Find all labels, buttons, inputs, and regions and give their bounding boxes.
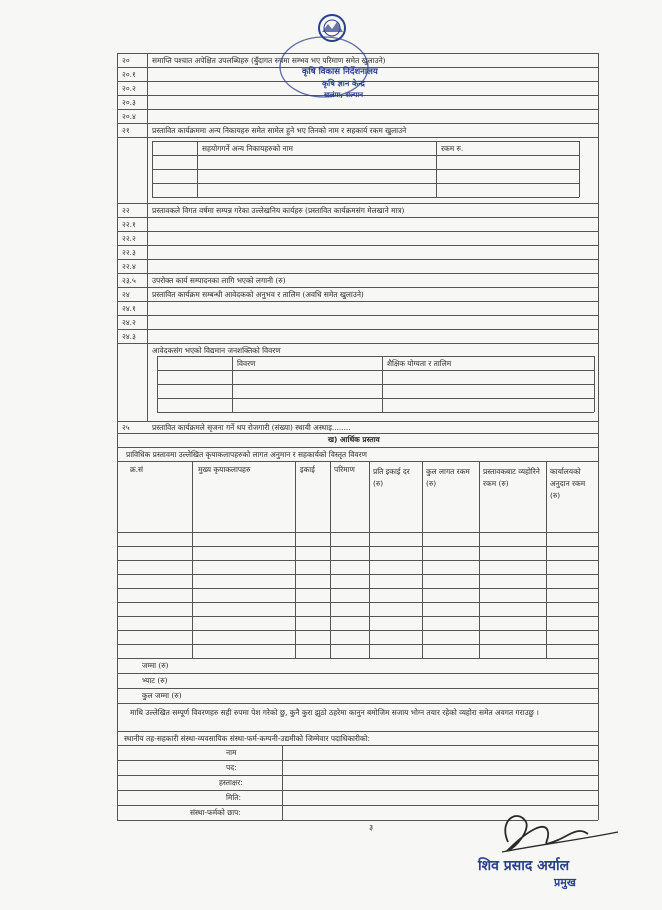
row-number: २४.२ bbox=[122, 318, 136, 327]
row-number: २२.३ bbox=[122, 248, 136, 257]
vat-label: भ्याट (रु) bbox=[142, 676, 168, 685]
total-label: जम्मा (रु) bbox=[142, 661, 169, 670]
declaration-text: माथि उल्लेखित सम्पूर्ण विवरणहरु सही रुपमा पेश गरेको छु, कुनै कुरा झुठो ठहरेमा कानुन बमोजिम सजाय भोग्न तयार रहेको व्यहोरा समेत अवगत गराउछु । bbox=[130, 708, 539, 717]
sign-field-seal: संस्था-फर्मको छाप: bbox=[190, 808, 241, 817]
partner-col-name: सहयोगगर्ने अन्य निकायहरुको नाम bbox=[202, 144, 293, 153]
row-number: २०.१ bbox=[122, 70, 136, 79]
budget-header-total: कुल लागत रकम (रु) bbox=[426, 467, 470, 488]
row-text: प्रस्तावित कार्यक्रमले सृजना गर्ने थप रोजगारी (संख्या) स्थायी अस्थाइ........ bbox=[152, 423, 351, 432]
budget-header-grant: कार्यालयको अनुदान रकम (रु) bbox=[550, 467, 586, 500]
stamp-line-1: कृषि विकास निर्देशनालय bbox=[302, 67, 378, 77]
row-number: २१ bbox=[122, 126, 130, 135]
signature bbox=[468, 790, 648, 890]
row-text: प्रस्तावित कार्यक्रममा अन्य निकायहरु समेत सामेल हुने भए तिनको नाम र सहकार्य रकम खुलाउने bbox=[152, 126, 407, 135]
row-text: प्रस्तावकले विगत वर्षमा सम्पन्न गरेका उल्लेखनिय कार्यहरु (प्रस्तावित कार्यक्रमसंग मेलखाने मात्र) bbox=[152, 206, 405, 215]
row-number: २२.२ bbox=[122, 234, 136, 243]
responsible-heading: स्थानीय तह-सहकारी संस्था-व्यवसायिक संस्था-फर्म-कम्पनी-उद्यमीको जिम्मेवार पदाधिकारीको: bbox=[124, 734, 370, 743]
stamp-line-2: कृषि ज्ञान केन्द्र bbox=[322, 79, 365, 88]
budget-header-applicant-share: प्रस्तावकबाट व्यहोरिने रकम (रु) bbox=[483, 467, 540, 488]
row-number: २५ bbox=[122, 423, 130, 432]
row-number: २४ bbox=[122, 290, 130, 299]
row-text: उपरोक्त कार्य सम्पादनका लागि भएको लगानी (रु) bbox=[152, 276, 286, 285]
page-number: ३ bbox=[369, 823, 374, 832]
row-number: २४.१ bbox=[122, 304, 136, 313]
budget-header-sn: क्र.सं bbox=[130, 465, 144, 474]
budget-header-unit: इकाई bbox=[300, 465, 315, 474]
row-number: २०.२ bbox=[122, 84, 136, 93]
stamp-line-3: खलंगा, सल्यान bbox=[324, 91, 364, 99]
row-number: २२.१ bbox=[122, 220, 136, 229]
section-kha-heading: ख) आर्थिक प्रस्ताव bbox=[328, 435, 380, 444]
budget-header-rate: प्रति इकाई दर (रु) bbox=[373, 467, 410, 488]
row-number: २२.४ bbox=[122, 262, 136, 271]
budget-header-quantity: परिमाण bbox=[334, 465, 355, 474]
row-number: २०.४ bbox=[122, 112, 136, 121]
row-number: २३.५ bbox=[122, 276, 136, 285]
staff-col-detail: विवरण bbox=[237, 359, 256, 368]
row-number: २२ bbox=[122, 206, 130, 215]
sign-field-date: मिति: bbox=[226, 793, 241, 802]
row-text: प्रस्तावित कार्यक्रम सम्बन्धी आवेदकको अनुभव र तालिम (अवधि समेत खुलाउने) bbox=[152, 290, 364, 299]
row-number: २० bbox=[122, 56, 130, 65]
row-number: २४.३ bbox=[122, 332, 136, 341]
staff-col-qualification: शैक्षिक योग्यता र तालिम bbox=[387, 359, 452, 368]
grand-total-label: कुल जम्मा (रु) bbox=[142, 691, 182, 700]
signature-title: प्रमुख bbox=[554, 876, 576, 889]
partner-col-amount: रकम रु. bbox=[441, 144, 464, 153]
budget-intro: प्राविधिक प्रस्तावमा उल्लेखित कृयाकलापहरुको लागत अनुमान र सहकार्यको विस्तृत विवरण bbox=[126, 450, 367, 459]
budget-header-activity: मुख्य कृयाकलापहरु bbox=[198, 465, 251, 474]
staff-heading: आवेदकसंग भएको विद्यमान जनशक्तिको विवरण bbox=[152, 346, 281, 355]
sign-field-post: पद: bbox=[226, 763, 237, 772]
row-number: २०.३ bbox=[122, 98, 136, 107]
office-stamp bbox=[262, 12, 382, 107]
row-text: समाप्ति पश्चात अपेक्षित उपलब्धिहरु (बुँदागत रुपमा सम्भव भए परिमाण समेत खुलाउने) bbox=[152, 56, 386, 65]
sign-field-name: नाम bbox=[226, 748, 237, 757]
sign-field-signature: हस्ताक्षर: bbox=[219, 778, 243, 787]
signature-name: शिव प्रसाद अर्याल bbox=[478, 858, 570, 874]
